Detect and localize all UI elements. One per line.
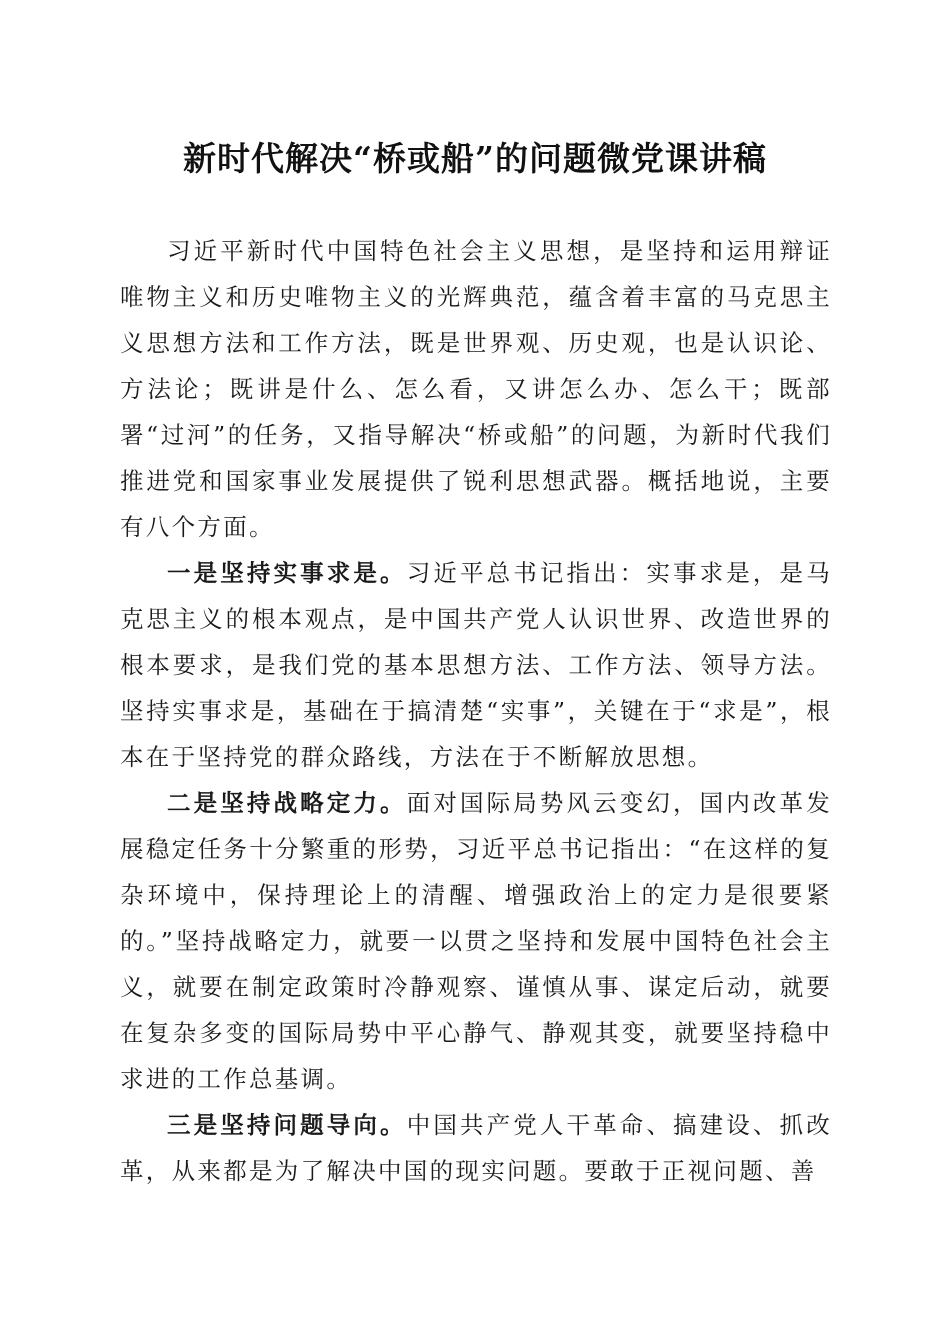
document-body: [120, 228, 832, 1194]
paragraph-point-3: [120, 1102, 832, 1194]
paragraph-point-2: [120, 780, 832, 1102]
paragraph-text: 中国共产党人干革命、搞建设、抓改革，从来都是为了解决中国的现实问题。要敢于正视问题、善: [120, 1111, 832, 1185]
paragraph-lead: 二是坚持战略定力。: [167, 789, 407, 817]
paragraph-point-1: [120, 550, 832, 780]
paragraph-lead: 一是坚持实事求是。: [167, 559, 407, 587]
paragraph-intro: [120, 228, 832, 550]
paragraph-text: 面对国际局势风云变幻，国内改革发展稳定任务十分繁重的形势，习近平总书记指出：“在这样的复杂环境中，保持理论上的清醒、增强政治上的定力是很要紧的。”坚持战略定力，就要一以贯之坚持和发展中国特色社会主义，就要在制定政策时冷静观察、谨慎从事、谋定后动，就要在复杂多变的国际局势中平心静气、静观其变，就要坚持稳中求进的工作总基调。: [120, 789, 832, 1093]
document-title: 新时代解决“桥或船”的问题微党课讲稿: [183, 139, 767, 178]
paragraph-lead: 三是坚持问题导向。: [167, 1111, 407, 1139]
paragraph-text: 习近平总书记指出：实事求是，是马克思主义的根本观点，是中国共产党人认识世界、改造世界的根本要求，是我们党的基本思想方法、工作方法、领导方法。坚持实事求是，基础在于搞清楚“实事”，关键在于“求是”，根本在于坚持党的群众路线，方法在于不断解放思想。: [120, 559, 832, 771]
paragraph-text: 习近平新时代中国特色社会主义思想，是坚持和运用辩证唯物主义和历史唯物主义的光辉典范，蕴含着丰富的马克思主义思想方法和工作方法，既是世界观、历史观，也是认识论、方法论；既讲是什么、怎么看，又讲怎么办、怎么干；既部署“过河”的任务，又指导解决“桥或船”的问题，为新时代我们推进党和国家事业发展提供了锐利思想武器。概括地说，主要有八个方面。: [120, 237, 832, 541]
